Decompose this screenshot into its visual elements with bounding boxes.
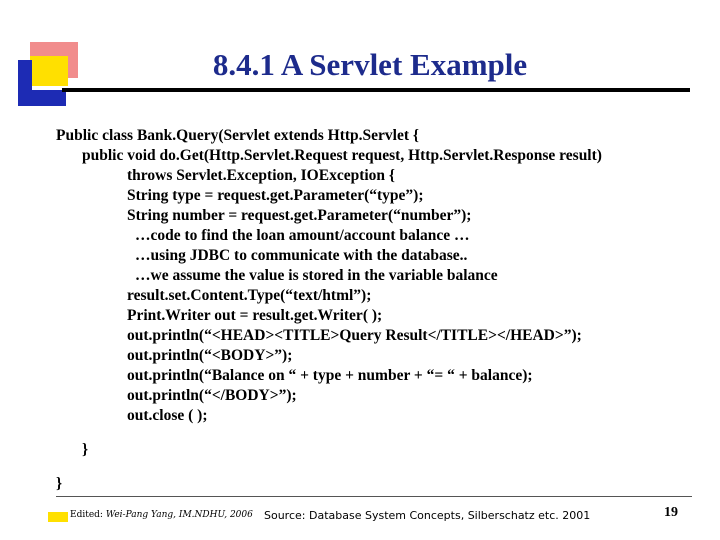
- footer-edited-label: Edited:: [70, 510, 106, 520]
- code-spacer: [56, 426, 602, 440]
- footer-edited: [70, 510, 253, 520]
- code-line: public void do.Get(Http.Servlet.Request request, Http.Servlet.Response result): [82, 147, 602, 164]
- code-line: result.set.Content.Type(“text/html”);: [127, 287, 372, 304]
- logo-yellow-square: [30, 56, 68, 86]
- code-line: Print.Writer out = result.get.Writer( );: [127, 307, 383, 324]
- footer-rule: [56, 496, 692, 497]
- code-listing: [56, 126, 602, 494]
- footer-yellow-marker: [48, 512, 68, 522]
- code-spacer: [56, 460, 602, 474]
- code-line: }: [82, 441, 89, 458]
- code-line: out.println(“<BODY>”);: [127, 347, 293, 364]
- logo-blue-bar-horizontal: [18, 90, 66, 106]
- code-line: String number = request.get.Parameter(“number”);: [127, 207, 472, 224]
- code-line: String type = request.get.Parameter(“type”);: [127, 187, 424, 204]
- slide-title: 8.4.1 A Servlet Example: [212, 47, 528, 82]
- code-line: out.close ( );: [127, 407, 208, 424]
- code-line: out.println(“</BODY>”);: [127, 387, 297, 404]
- code-line: }: [56, 475, 63, 492]
- page-number: 19: [664, 505, 678, 520]
- code-line: …we assume the value is stored in the variable balance: [135, 267, 498, 284]
- code-line: throws Servlet.Exception, IOException {: [127, 167, 396, 184]
- code-line: out.println(“Balance on “ + type + number + “= “ + balance);: [127, 367, 533, 384]
- footer-source: Source: Database System Concepts, Silberschatz etc. 2001: [264, 509, 591, 522]
- code-line: …using JDBC to communicate with the database..: [135, 247, 468, 264]
- code-line: Public class Bank.Query(Servlet extends Http.Servlet {: [56, 127, 420, 144]
- code-line: out.println(“<HEAD><TITLE>Query Result</TITLE></HEAD>”);: [127, 327, 582, 344]
- footer-edited-by: Wei-Pang Yang, IM.NDHU, 2006: [105, 510, 253, 520]
- code-line: …code to find the loan amount/account balance …: [135, 227, 470, 244]
- title-underline: [62, 88, 690, 92]
